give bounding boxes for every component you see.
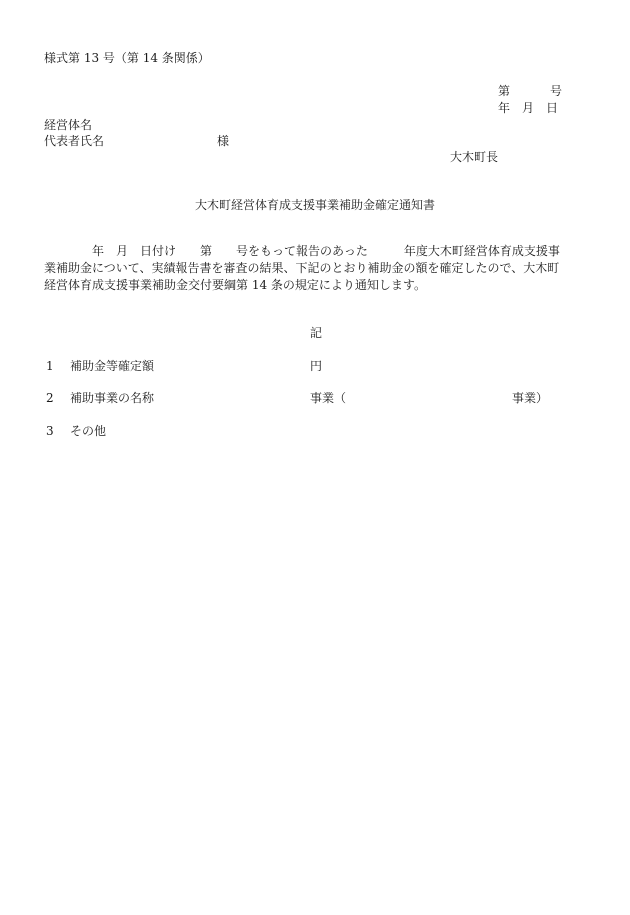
item-value: 事業（ [310, 391, 347, 405]
item-value-end: 事業） [512, 391, 549, 405]
honorific: 様 [217, 134, 230, 148]
date-year: 年 [498, 101, 511, 115]
document-number-prefix: 第 [498, 84, 511, 98]
ki-heading: 記 [310, 326, 323, 340]
body-line: 年 月 日付け 第 号をもって報告のあった 年度大木町経営体育成支援事 [44, 244, 560, 258]
document-number-suffix: 号 [550, 84, 563, 98]
item-number: 2 [46, 391, 54, 405]
date-day: 日 [546, 101, 559, 115]
item-label: その他 [70, 424, 107, 438]
body-line: 経営体育成支援事業補助金交付要綱第 14 条の規定により通知します。 [44, 278, 426, 292]
form-number: 様式第 13 号（第 14 条関係） [44, 51, 210, 65]
body-line: 業補助金について、実績報告書を審査の結果、下記のとおり補助金の額を確定したので、大木町 [44, 261, 560, 275]
item-number: 3 [46, 424, 54, 438]
item-label: 補助金等確定額 [70, 359, 155, 373]
item-value: 円 [310, 359, 323, 373]
date-month: 月 [522, 101, 535, 115]
item-number: 1 [46, 359, 54, 373]
document-title: 大木町経営体育成支援事業補助金確定通知書 [194, 198, 435, 212]
item-label: 補助事業の名称 [70, 391, 155, 405]
representative-name-label: 代表者氏名 [44, 134, 105, 148]
body-paragraph [44, 243, 590, 294]
sender-name: 大木町長 [450, 150, 499, 164]
entity-name-label: 経営体名 [44, 118, 93, 132]
